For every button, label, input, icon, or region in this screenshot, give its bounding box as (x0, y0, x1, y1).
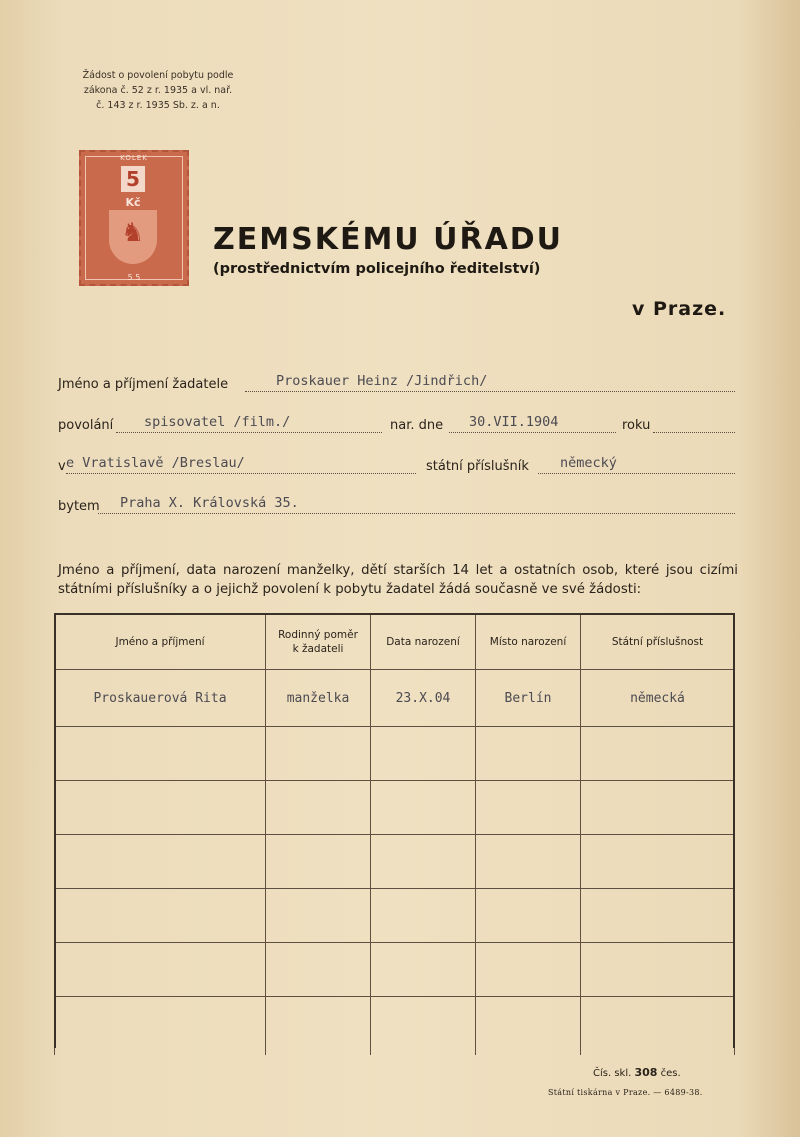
cell-name (55, 943, 266, 997)
cell-citizenship (581, 997, 735, 1056)
header-birth-date: Data narození (371, 615, 476, 670)
applicant-name-row (58, 373, 738, 395)
birth-date-value: 30.VII.1904 (469, 414, 559, 430)
form-number (593, 1066, 681, 1079)
revenue-stamp (79, 150, 189, 286)
cell-citizenship (581, 835, 735, 889)
table-row (55, 889, 735, 943)
year-line (653, 414, 735, 433)
office-subtitle: (prostřednictvím policejního ředitelství) (213, 261, 541, 277)
form-number-value: 308 (634, 1066, 658, 1079)
table-left-border (54, 613, 56, 1048)
header-relation-line-1: Rodinný poměr (278, 629, 358, 641)
table-row (55, 943, 735, 997)
applicant-name-label: Jméno a příjmení žadatele (58, 377, 229, 392)
cell-birth-date (371, 781, 476, 835)
cell-birth-date (371, 997, 476, 1056)
occupation-row (58, 414, 738, 436)
cell-citizenship: německá (581, 670, 735, 727)
cell-birth-place: Berlín (476, 670, 581, 727)
table-row (55, 781, 735, 835)
residence-label: bytem (58, 499, 100, 514)
cell-relation: manželka (266, 670, 371, 727)
cell-name: Proskauerová Rita (55, 670, 266, 727)
applicant-name-value: Proskauer Heinz /Jindřich/ (276, 373, 488, 389)
table-row (55, 670, 735, 727)
table-row (55, 835, 735, 889)
legal-reference-line-1: Žádost o povolení pobytu podle (82, 70, 234, 81)
cell-birth-place (476, 781, 581, 835)
family-members-instructions: Jméno a příjmení, data narození manželky, dětí starších 14 let a ostatních osob, které jsou cizími státními příslušníky a o jejichž povolení k pobytu žadatel žádá současně ve své žádosti: (58, 563, 738, 597)
stamp-top-text: KOLEK (120, 154, 148, 162)
cell-relation (266, 943, 371, 997)
cell-relation (266, 997, 371, 1056)
form-number-prefix: Čís. skl. (593, 1068, 632, 1079)
citizenship-value: německý (560, 455, 617, 471)
citizenship-label: státní příslušník (426, 459, 529, 474)
birth-date-label: nar. dne (390, 418, 444, 433)
cell-citizenship (581, 727, 735, 781)
table-header-row (55, 615, 735, 670)
header-relation (266, 615, 371, 670)
cell-birth-date (371, 835, 476, 889)
year-label: roku (622, 418, 651, 433)
residence-row (58, 495, 738, 517)
cell-name (55, 997, 266, 1056)
cell-birth-date (371, 943, 476, 997)
printer-imprint: Státní tiskárna v Praze. — 6489-38. (548, 1088, 703, 1097)
cell-citizenship (581, 889, 735, 943)
table-row (55, 997, 735, 1056)
cell-birth-date: 23.X.04 (371, 670, 476, 727)
header-name: Jméno a příjmení (55, 615, 266, 670)
legal-reference-line-2: zákona č. 52 z r. 1935 a vl. nař. (83, 85, 233, 96)
cell-name (55, 889, 266, 943)
cell-citizenship (581, 943, 735, 997)
occupation-label: povolání (58, 418, 114, 433)
birthplace-label: v (58, 459, 66, 474)
cell-birth-place (476, 889, 581, 943)
cell-birth-place (476, 835, 581, 889)
lion-icon: ♞ (121, 218, 145, 248)
cell-relation (266, 781, 371, 835)
cell-name (55, 727, 266, 781)
cell-name (55, 835, 266, 889)
legal-reference (58, 68, 258, 113)
cell-relation (266, 727, 371, 781)
stamp-bottom-text: 5 5 (127, 273, 141, 282)
residence-value: Praha X. Královská 35. (120, 495, 299, 511)
cell-relation (266, 889, 371, 943)
header-citizenship: Státní příslušnost (581, 615, 735, 670)
stamp-value: 5 (121, 166, 145, 192)
cell-birth-place (476, 997, 581, 1056)
stamp-currency: Kč (125, 196, 141, 209)
cell-relation (266, 835, 371, 889)
office-title: ZEMSKÉMU ÚŘADU (213, 222, 564, 257)
form-number-suffix: čes. (660, 1068, 681, 1079)
table-row (55, 727, 735, 781)
table-right-border (733, 613, 735, 1048)
cell-birth-place (476, 943, 581, 997)
cell-birth-place (476, 727, 581, 781)
cell-name (55, 781, 266, 835)
office-city: v Praze. (632, 298, 727, 320)
cell-birth-date (371, 727, 476, 781)
cell-citizenship (581, 781, 735, 835)
birthplace-value: e Vratislavě /Breslau/ (66, 455, 245, 471)
family-members-table (54, 613, 734, 1050)
header-relation-line-2: k žadateli (292, 643, 344, 655)
legal-reference-line-3: č. 143 z r. 1935 Sb. z. a n. (96, 100, 220, 111)
cell-birth-date (371, 889, 476, 943)
birthplace-row (58, 455, 738, 477)
header-birth-place: Místo narození (476, 615, 581, 670)
occupation-value: spisovatel /film./ (144, 414, 291, 430)
